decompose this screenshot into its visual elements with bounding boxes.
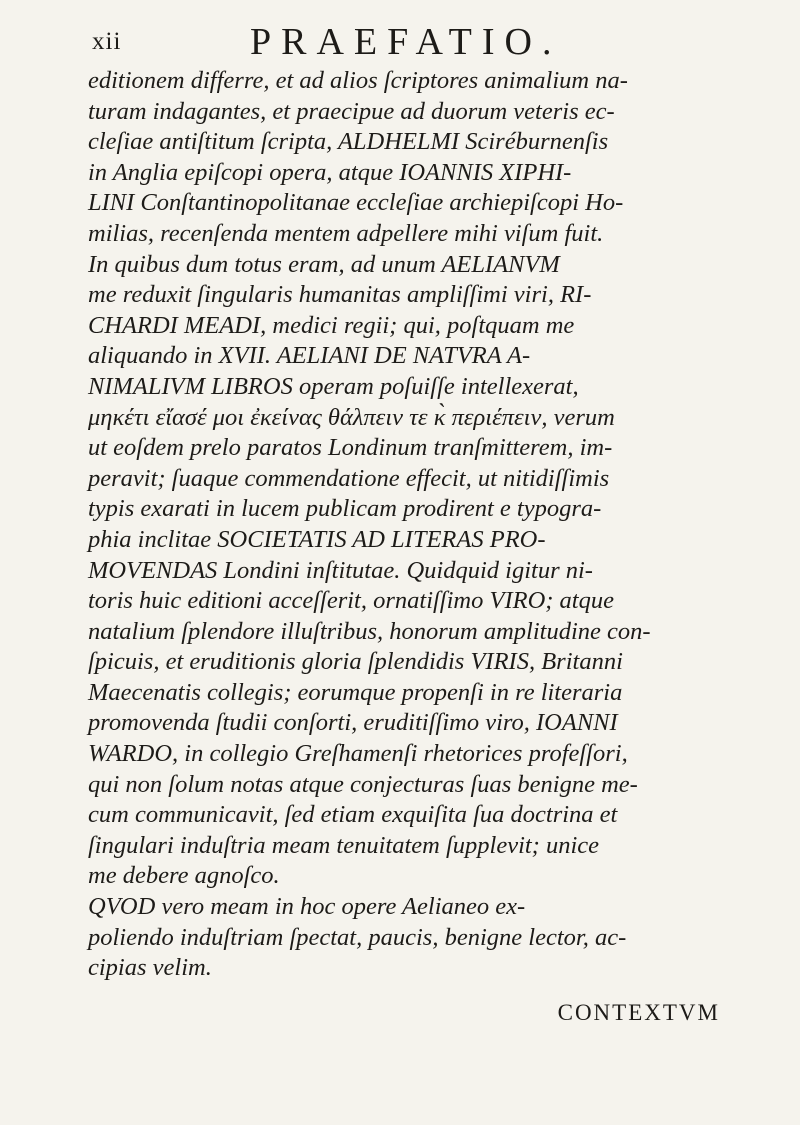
text-line: NIMALIVM LIBROS operam poſuiſſe intellexerat, [88,372,579,400]
text-line: peravit; ſuaque commendatione effecit, ut nitidiſſimis [88,464,610,492]
text-line: phia inclitae SOCIETATIS AD LITERAS PRO- [88,525,546,553]
text-line: toris huic editioni acceſſerit, ornatiſſimo VIRO; atque [88,587,614,615]
text-line: cum communicavit, ſed etiam exquiſita ſua doctrina et [88,801,618,829]
page-number: xii [92,28,122,55]
text-line: aliquando in XVII. AELIANI DE NATVRA A- [88,342,531,370]
text-line: WARDO, in collegio Greſhamenſi rhetorices profeſſori, [88,740,628,768]
text-line: Maecenatis collegis; eorumque propenſi in re literaria [88,678,623,706]
text-line: CHARDI MEADI, medici regii; qui, poſtquam me [88,311,575,339]
text-line: ſpicuis, et eruditionis gloria ſplendidis VIRIS, Britanni [88,648,623,676]
text-line: MOVENDAS Londini inſtitutae. Quidquid igitur ni- [88,556,593,584]
text-line: In quibus dum totus eram, ad unum AELIANVM [88,250,560,278]
text-line: cleſiae antiſtitum ſcripta, ALDHELMI Sciréburnenſis [88,128,609,156]
text-line: me reduxit ſingularis humanitas ampliſſimi viri, RI- [88,281,592,309]
running-head: PRAEFATIO. [250,21,562,63]
text-line: typis exarati in lucem publicam prodirent e typogra- [88,495,602,523]
text-line: milias, recenſenda mentem adpellere mihi viſum fuit. [88,219,604,247]
text-line: LINI Conſtantinopolitanae eccleſiae archiepiſcopi Ho- [88,189,624,217]
text-line: natalium ſplendore illuſtribus, honorum amplitudine con- [88,617,651,645]
text-line: ſingulari induſtria meam tenuitatem ſupplevit; unice [88,831,600,859]
text-line: turam indagantes, et praecipue ad duorum veteris ec- [88,97,615,125]
text-line: qui non ſolum notas atque conjecturas ſuas benigne me- [88,770,638,798]
text-line: cipias velim. [88,954,212,982]
catchword: CONTEXTVM [557,1000,720,1025]
text-line: poliendo induſtriam ſpectat, paucis, benigne lector, ac- [88,923,627,951]
text-line: editionem differre, et ad alios ſcriptores animalium na- [88,67,628,94]
page-header [0,20,800,70]
text-line: promovenda ſtudii conſorti, eruditiſſimo viro, IOANNI [88,709,618,737]
text-line: μηκέτι εἴασέ μοι ἐκείνας θάλπειν τε κ̀ περιέπειν, verum [88,403,615,431]
body-text [88,66,728,984]
text-line: ut eoſdem prelo paratos Londinum tranſmitterem, im- [88,434,613,462]
text-line: QVOD vero meam in hoc opere Aelianeo ex- [88,893,526,921]
text-line: in Anglia epiſcopi opera, atque IOANNIS XIPHI- [88,158,572,186]
text-line: me debere agnoſco. [88,862,280,890]
